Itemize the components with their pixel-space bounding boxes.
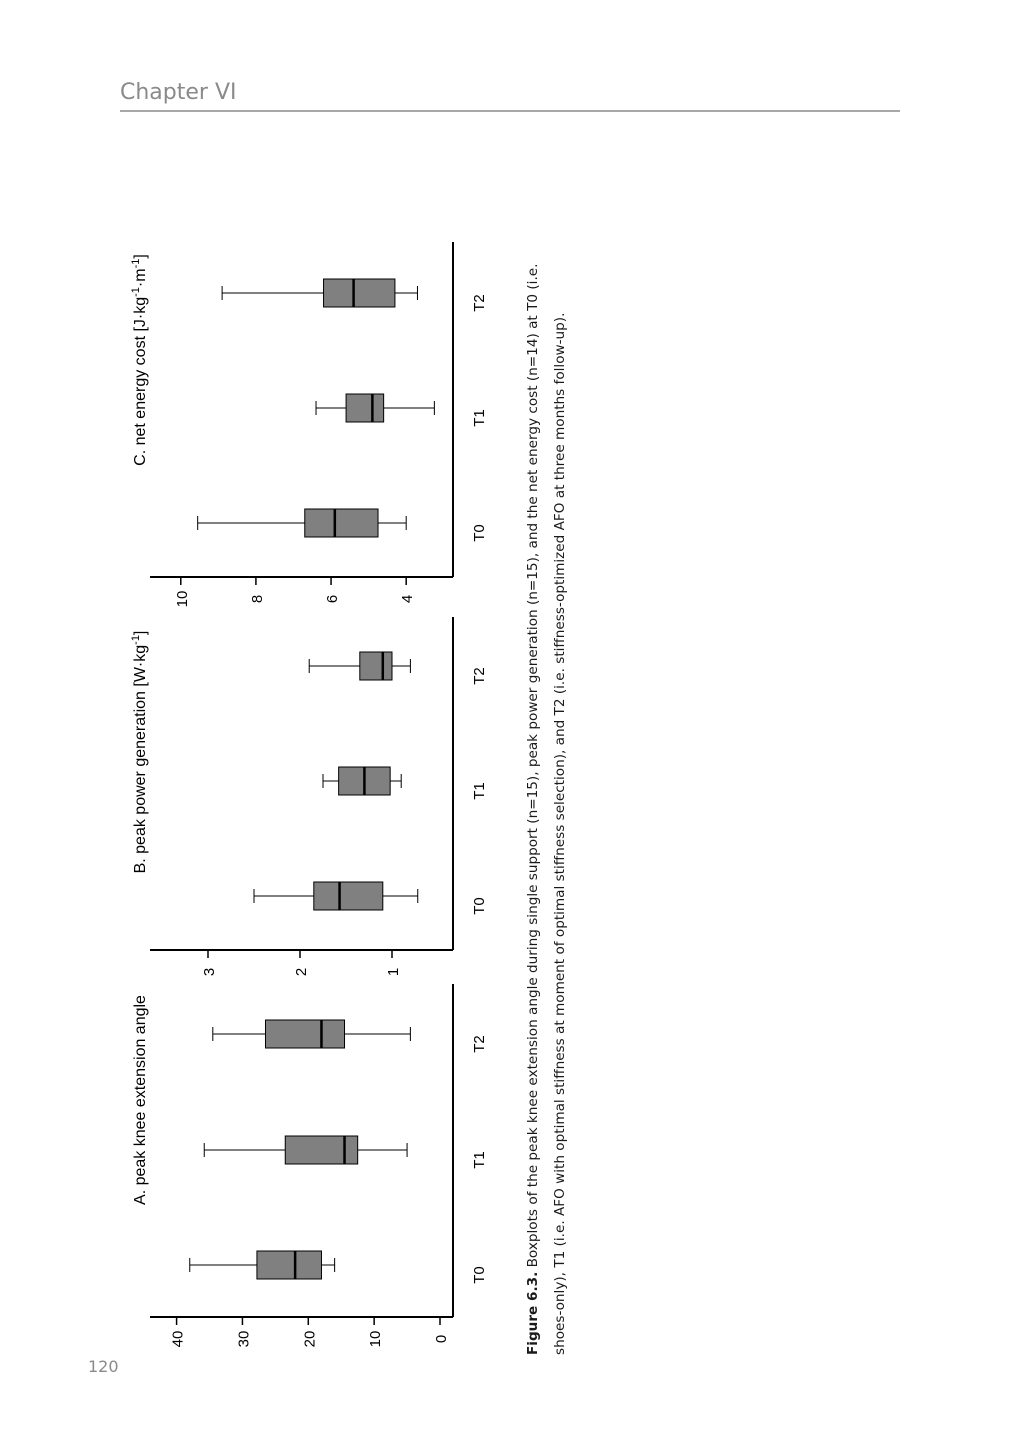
category-label-t0: T0 [471,1266,488,1284]
category-label-t0: T0 [471,524,488,542]
category-label-t2: T2 [471,294,488,312]
chart-panel-2 [130,617,488,976]
box-t2 [213,1020,411,1048]
value-tick-label: 20 [301,1330,319,1348]
value-tick-label: 3 [201,967,218,977]
iqr-box [265,1020,344,1048]
iqr-box [314,882,383,910]
iqr-box [360,652,392,680]
iqr-box [257,1251,322,1279]
panel-title [130,254,149,466]
panel-title-text: B. peak power generation [W·kg [132,644,149,874]
value-tick-label: 0 [433,1334,450,1344]
category-label-t1: T1 [471,782,488,800]
chart-panel-1 [132,984,488,1347]
value-tick-label: 6 [324,594,342,604]
value-tick-label: 8 [248,594,266,604]
box-t1 [204,1136,407,1164]
box-t0 [198,509,406,537]
panel-title-text: A. peak knee extension angle [132,995,149,1205]
box-t2 [309,652,410,680]
panel-title-text: ·m [132,268,149,288]
page-number: 120 [88,1357,119,1376]
value-tick-label: 30 [235,1330,253,1348]
box-t0 [190,1251,335,1279]
figure-caption-label: Figure 6.3. [525,1271,541,1355]
box-t0 [254,882,418,910]
box-t1 [316,394,434,422]
value-tick-label: 10 [367,1330,385,1348]
category-label-t1: T1 [471,1151,488,1169]
panel-title [130,631,149,874]
value-tick-label: 40 [169,1330,187,1348]
figure-caption-line-2: shoes-only), T1 (i.e. AFO with optimal stiffness at moment of optimal stiffness selection), and T2 (i.e. stiffness-optimized AFO at three months follow-up). [552,312,568,1355]
panel-title-superscript: -1 [130,287,142,297]
panel-title [132,995,149,1205]
figure-caption [520,245,574,1355]
box-t1 [323,767,401,795]
iqr-box [285,1136,357,1164]
value-tick-label: 2 [293,967,310,977]
panel-title-superscript: -1 [130,635,142,645]
chart-panel-3 [130,242,488,607]
category-label-t0: T0 [471,897,488,915]
category-label-t1: T1 [471,409,488,427]
iqr-box [346,394,384,422]
value-tick-label: 10 [173,590,191,608]
chapter-title: Chapter VI [120,80,237,105]
panel-title-text: C. net energy cost [J·kg [132,296,149,466]
value-tick-label: 4 [399,594,417,604]
panel-title-superscript: -1 [130,258,142,269]
panel-title-text: ] [132,630,149,636]
category-label-t2: T2 [471,1035,488,1053]
panel-title-text: ] [132,254,149,259]
iqr-box [324,279,395,307]
figure-caption-line-1: Boxplots of the peak knee extension angle during single support (n=15), peak power generation (n=15), and the net energy cost (n=14) at T0 (i.e. [525,263,541,1268]
box-t2 [222,279,417,307]
iqr-box [305,509,378,537]
category-label-t2: T2 [471,667,488,685]
value-tick-label: 1 [385,967,402,977]
